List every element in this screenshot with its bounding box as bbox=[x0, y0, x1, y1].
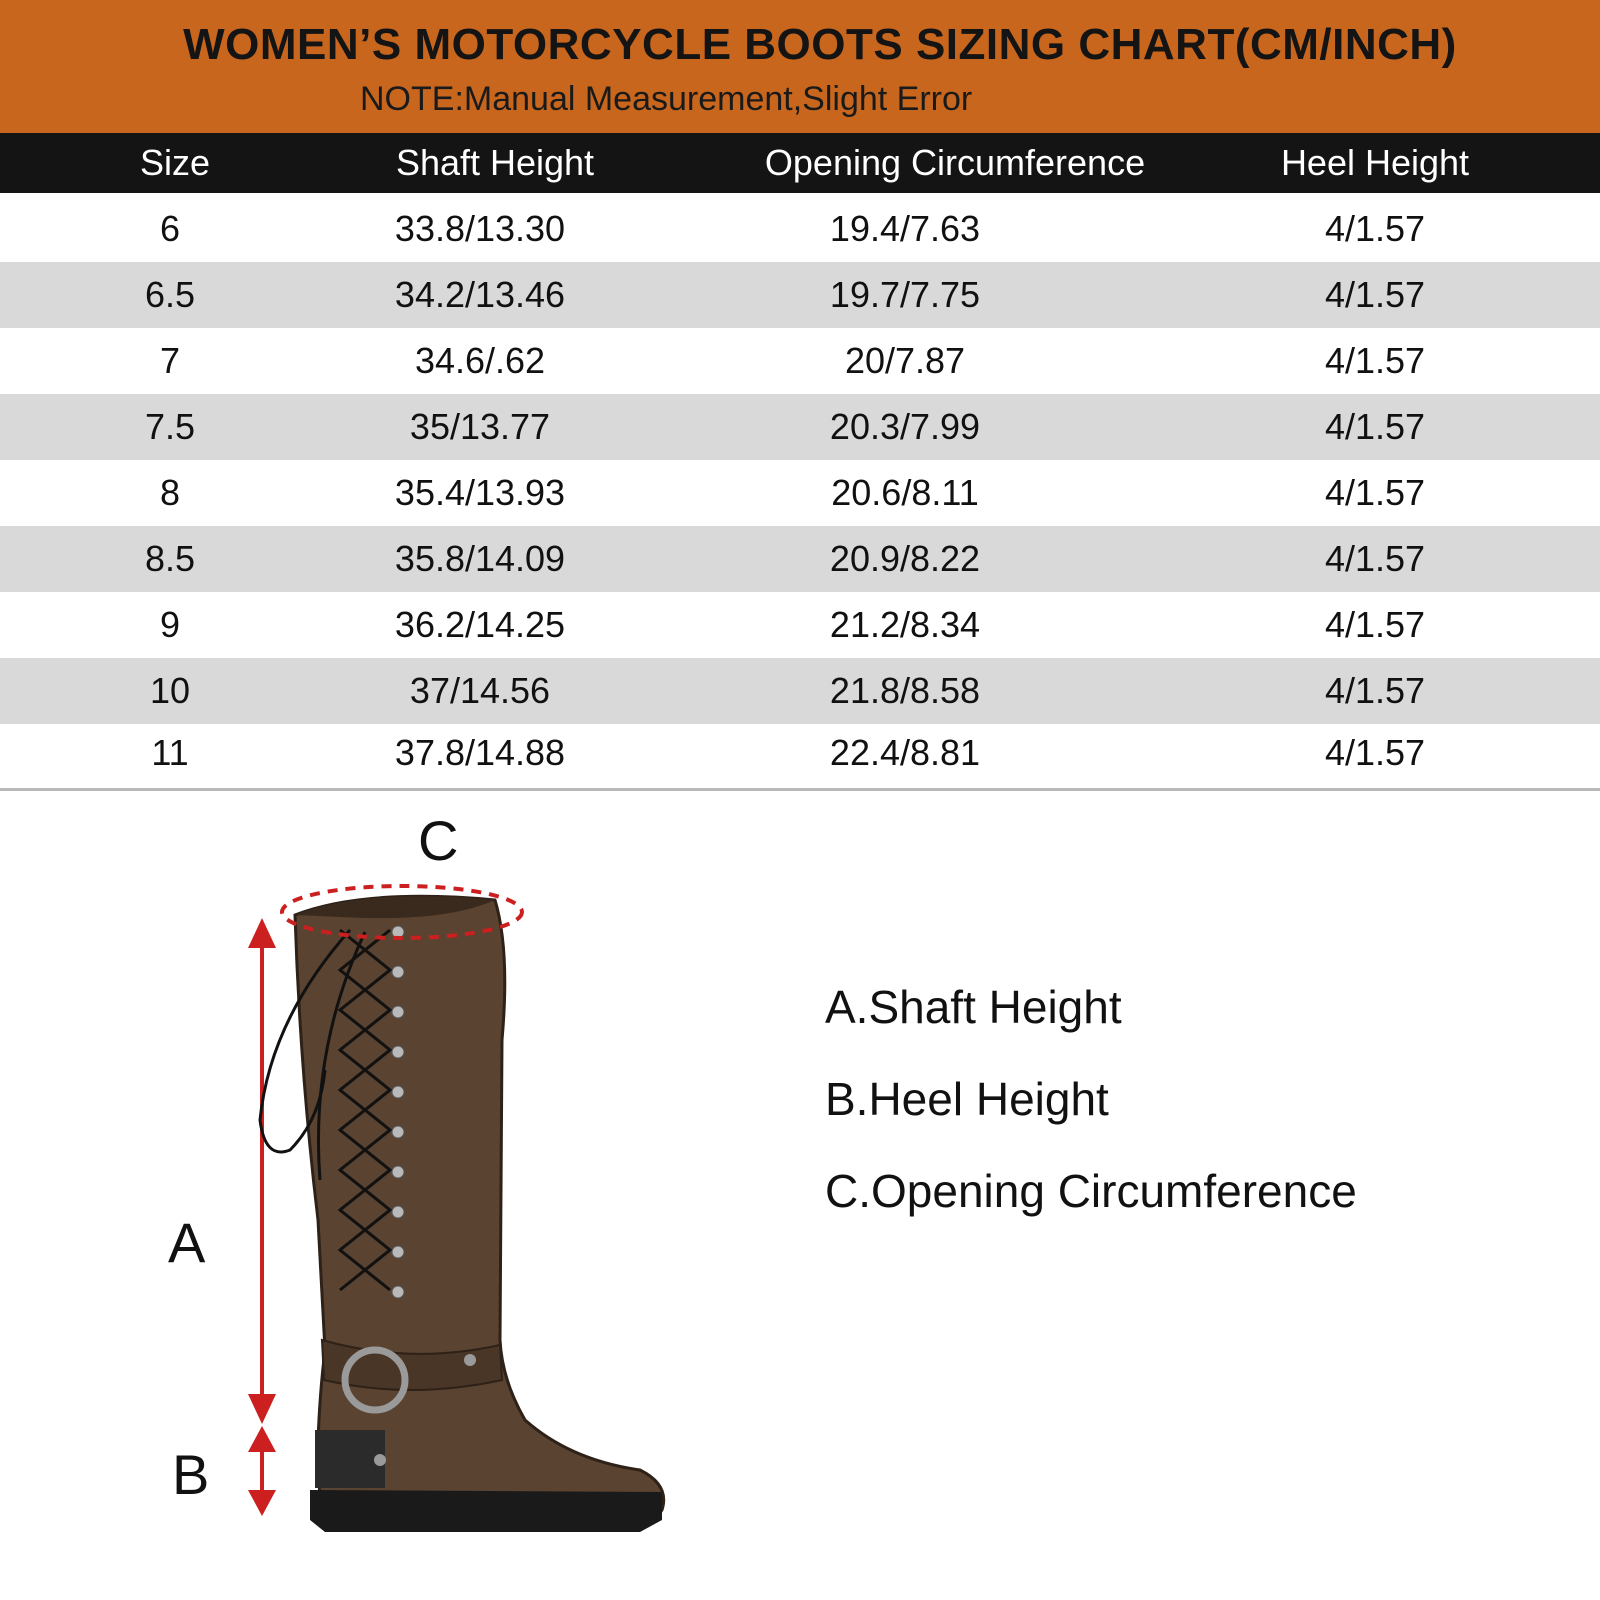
column-header-heel-height: Heel Height bbox=[1280, 142, 1470, 183]
label-c: C bbox=[418, 809, 459, 872]
legend-opening-circumference: C.Opening Circumference bbox=[825, 1165, 1357, 1217]
legend-shaft-height: A.Shaft Height bbox=[825, 981, 1122, 1033]
label-b: B bbox=[172, 1443, 210, 1506]
cell-shaft-height: 34.2/13.46 bbox=[394, 274, 566, 315]
cell-shaft-height: 35.8/14.09 bbox=[394, 538, 566, 579]
table-row bbox=[0, 328, 1600, 394]
label-a: A bbox=[168, 1211, 206, 1274]
column-header-shaft-height: Shaft Height bbox=[395, 142, 595, 183]
cell-heel-height: 4/1.57 bbox=[1324, 670, 1426, 711]
column-header-size: Size bbox=[139, 142, 211, 183]
cell-size: 7 bbox=[159, 340, 181, 381]
cell-heel-height: 4/1.57 bbox=[1324, 538, 1426, 579]
cell-shaft-height: 37/14.56 bbox=[409, 670, 551, 711]
cell-heel-height: 4/1.57 bbox=[1324, 406, 1426, 447]
cell-size: 6 bbox=[159, 208, 181, 249]
cell-opening-circumference: 19.4/7.63 bbox=[829, 208, 981, 249]
table-row bbox=[0, 720, 1600, 786]
cell-opening-circumference: 20.6/8.11 bbox=[831, 472, 979, 513]
cell-opening-circumference: 21.8/8.58 bbox=[829, 670, 981, 711]
table-header bbox=[0, 133, 1600, 193]
cell-size: 10 bbox=[149, 670, 191, 711]
cell-shaft-height: 37.8/14.88 bbox=[394, 732, 566, 773]
table-row bbox=[0, 592, 1600, 658]
cell-heel-height: 4/1.57 bbox=[1324, 274, 1426, 315]
cell-size: 9 bbox=[159, 604, 181, 645]
cell-size: 8.5 bbox=[144, 538, 196, 579]
title-banner bbox=[0, 0, 1600, 133]
cell-heel-height: 4/1.57 bbox=[1324, 732, 1426, 773]
cell-shaft-height: 35.4/13.93 bbox=[394, 472, 566, 513]
table-row bbox=[0, 526, 1600, 592]
column-header-opening-circumference: Opening Circumference bbox=[764, 142, 1146, 183]
cell-size: 8 bbox=[159, 472, 181, 513]
table-row bbox=[0, 196, 1600, 262]
cell-opening-circumference: 22.4/8.81 bbox=[829, 732, 981, 773]
shaft-height-arrow bbox=[248, 918, 276, 1424]
cell-heel-height: 4/1.57 bbox=[1324, 340, 1426, 381]
table-divider bbox=[0, 788, 1600, 791]
table-row bbox=[0, 460, 1600, 526]
cell-shaft-height: 36.2/14.25 bbox=[394, 604, 566, 645]
cell-heel-height: 4/1.57 bbox=[1324, 472, 1426, 513]
cell-opening-circumference: 21.2/8.34 bbox=[829, 604, 981, 645]
cell-opening-circumference: 20.3/7.99 bbox=[829, 406, 981, 447]
table-row bbox=[0, 262, 1600, 328]
boot-diagram bbox=[150, 820, 710, 1560]
boot-shape bbox=[260, 896, 664, 1532]
cell-shaft-height: 34.6/.62 bbox=[414, 340, 546, 381]
cell-size: 7.5 bbox=[144, 406, 196, 447]
cell-opening-circumference: 20/7.87 bbox=[844, 340, 966, 381]
legend-heel-height: B.Heel Height bbox=[825, 1073, 1109, 1125]
chart-title: WOMEN’S MOTORCYCLE BOOTS SIZING CHART(CM/INCH) bbox=[183, 20, 1457, 69]
cell-opening-circumference: 19.7/7.75 bbox=[829, 274, 981, 315]
cell-opening-circumference: 20.9/8.22 bbox=[829, 538, 981, 579]
cell-size: 6.5 bbox=[144, 274, 196, 315]
table-row bbox=[0, 394, 1600, 460]
boot-illustration bbox=[150, 820, 710, 1560]
heel-height-arrow bbox=[248, 1426, 276, 1516]
cell-heel-height: 4/1.57 bbox=[1324, 208, 1426, 249]
cell-shaft-height: 35/13.77 bbox=[409, 406, 551, 447]
table-row bbox=[0, 658, 1600, 724]
cell-shaft-height: 33.8/13.30 bbox=[394, 208, 566, 249]
cell-size: 11 bbox=[151, 732, 189, 773]
measurement-note: NOTE:Manual Measurement,Slight Error bbox=[360, 80, 973, 118]
cell-heel-height: 4/1.57 bbox=[1324, 604, 1426, 645]
